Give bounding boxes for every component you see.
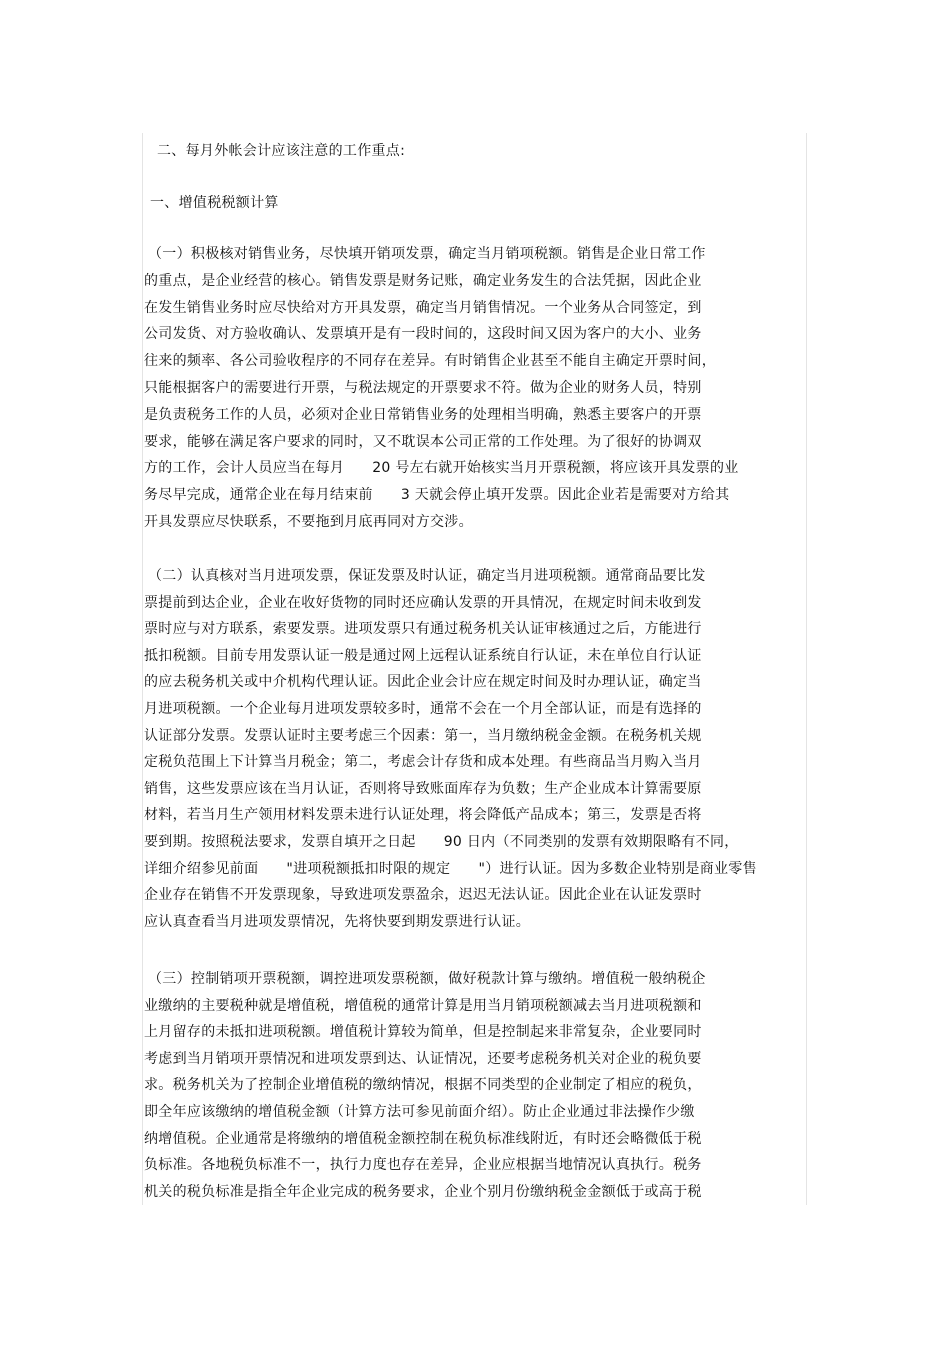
paragraph-line bbox=[144, 913, 530, 931]
paragraph-line bbox=[144, 1050, 702, 1068]
line-text: 方的工作，会计人员应当在每月 bbox=[144, 460, 345, 477]
heading-main: 二、每月外帐会计应该注意的工作重点: bbox=[157, 143, 406, 159]
line-text: 销售，这些发票应该在当月认证，否则将导致账面库存为负数；生产企业成本计算需要原 bbox=[144, 780, 702, 797]
paragraph-line bbox=[144, 406, 702, 424]
paragraph-line bbox=[144, 727, 702, 745]
page-border-left bbox=[142, 133, 143, 1205]
paragraph-line bbox=[144, 459, 739, 477]
line-text: 在发生销售业务时应尽快给对方开具发票，确定当月销售情况。一个业务从合同签定，到 bbox=[144, 299, 702, 316]
line-text: 20 号左右就开始核实当月开票税额，将应该开具发票的业 bbox=[372, 460, 739, 477]
line-text: 上月留存的未抵扣进项税额。增值税计算较为简单，但是控制起来非常复杂，企业要同时 bbox=[144, 1024, 702, 1041]
line-text: 公司发货、对方验收确认、发票填开是有一段时间的，这段时间又因为客户的大小、业务 bbox=[144, 326, 702, 343]
paragraph-line bbox=[144, 1156, 702, 1174]
paragraph-line bbox=[148, 970, 706, 988]
line-text: 票时应与对方联系，索要发票。进项发票只有通过税务机关认证审核通过之后，方能进行 bbox=[144, 621, 702, 638]
paragraph-line bbox=[144, 753, 702, 771]
line-text: 业缴纳的主要税种就是增值税，增值税的通常计算是用当月销项税额减去当月进项税额和 bbox=[144, 997, 702, 1014]
line-text: 材料，若当月生产领用材料发票未进行认证处理，将会降低产品成本；第三，发票是否将 bbox=[144, 807, 702, 824]
paragraph-line bbox=[144, 352, 716, 370]
paragraph-line bbox=[148, 567, 706, 585]
paragraph-line bbox=[144, 1130, 702, 1148]
line-text: 考虑到当月销项开票情况和进项发票到达、认证情况，还要考虑税务机关对企业的税负要 bbox=[144, 1050, 702, 1067]
line-text: 往来的频率、各公司验收程序的不同存在差异。有时销售企业甚至不能自主确定开票时间， bbox=[144, 353, 716, 370]
paragraph-line bbox=[144, 1103, 695, 1121]
line-text: 要到期。按照税法要求，发票自填开之日起 bbox=[144, 834, 416, 850]
line-text: （二）认真核对当月进项发票，保证发票及时认证，确定当月进项税额。通常商品要比发 bbox=[148, 568, 706, 584]
paragraph-line bbox=[144, 833, 739, 851]
line-text: （一）积极核对销售业务，尽快填开销项发票，确定当月销项税额。销售是企业日常工作 bbox=[148, 246, 706, 262]
paragraph-line bbox=[144, 700, 702, 718]
line-text: 认证部分发票。发票认证时主要考虑三个因素：第一，当月缴纳税金金额。在税务机关规 bbox=[144, 727, 702, 744]
paragraph-line bbox=[144, 1076, 702, 1094]
line-text: 企业存在销售不开发票现象，导致进项发票盈余，迟迟无法认证。因此企业在认证发票时 bbox=[144, 887, 702, 904]
line-text: （三）控制销项开票税额，调控进项发票税额，做好税款计算与缴纳。增值税一般纳税企 bbox=[148, 971, 706, 987]
paragraph-line bbox=[144, 620, 702, 638]
line-text: 即全年应该缴纳的增值税金额（计算方法可参见前面介绍）。防止企业通过非法操作少缴 bbox=[144, 1104, 695, 1120]
paragraph-line bbox=[144, 486, 729, 504]
paragraph-line bbox=[144, 1183, 702, 1201]
line-text: 的应去税务机关或中介机构代理认证。因此企业会计应在规定时间及时办理认证，确定当 bbox=[144, 674, 702, 691]
line-text: 开具发票应尽快联系，不要拖到月底再同对方交涉。 bbox=[144, 514, 473, 530]
line-text: 机关的税负标准是指全年企业完成的税务要求，企业个别月份缴纳税金金额低于或高于税 bbox=[144, 1183, 702, 1200]
line-text: 详细介绍参见前面 bbox=[144, 860, 259, 877]
line-text: 3 天就会停止填开发票。因此企业若是需要对方给其 bbox=[400, 487, 730, 504]
paragraph-line bbox=[144, 272, 702, 290]
paragraph-line bbox=[144, 997, 702, 1015]
paragraph-line bbox=[144, 886, 702, 904]
heading-sub: 一、增值税税额计算 bbox=[150, 195, 279, 211]
line-text: 90 日内（不同类别的发票有效期限略有不同， bbox=[443, 834, 739, 850]
page-border-right bbox=[806, 133, 807, 1205]
line-text: 抵扣税额。目前专用发票认证一般是通过网上远程认证系统自行认证，未在单位自行认证 bbox=[144, 647, 702, 664]
line-text: 求。税务机关为了控制企业增值税的缴纳情况，根据不同类型的企业制定了相应的税负， bbox=[144, 1077, 702, 1094]
line-text: 应认真查看当月进项发票情况，先将快要到期发票进行认证。 bbox=[144, 913, 531, 930]
paragraph-line bbox=[144, 860, 757, 878]
paragraph-line bbox=[144, 433, 702, 451]
line-text: 只能根据客户的需要进行开票，与税法规定的开票要求不符。做为企业的财务人员，特别 bbox=[144, 380, 702, 396]
paragraph-line bbox=[144, 780, 702, 798]
line-text: 务尽早完成，通常企业在每月结束前 bbox=[144, 487, 373, 504]
paragraph-line bbox=[144, 513, 473, 531]
line-text: 是负责税务工作的人员，必须对企业日常销售业务的处理相当明确，熟悉主要客户的开票 bbox=[144, 406, 702, 423]
paragraph-line bbox=[144, 673, 702, 691]
line-text: 票提前到达企业，企业在收好货物的同时还应确认发票的开具情况，在规定时间未收到发 bbox=[144, 594, 702, 611]
line-text: 要求，能够在满足客户要求的同时，又不耽误本公司正常的工作处理。为了很好的协调双 bbox=[144, 433, 702, 450]
paragraph-line bbox=[144, 1023, 702, 1041]
paragraph-line bbox=[148, 245, 706, 263]
line-text: 定税负范围上下计算当月税金；第二，考虑会计存货和成本处理。有些商品当月购入当月 bbox=[144, 754, 702, 771]
paragraph-line bbox=[144, 379, 702, 397]
line-text: 月进项税额。一个企业每月进项发票较多时，通常不会在一个月全部认证，而是有选择的 bbox=[144, 701, 702, 717]
paragraph-line bbox=[144, 299, 702, 317]
line-text: "）进行认证。因为多数企业特别是商业零售 bbox=[478, 860, 757, 877]
paragraph-line bbox=[144, 647, 702, 665]
line-text: "进项税额抵扣时限的规定 bbox=[286, 860, 451, 877]
line-text: 的重点，是企业经营的核心。销售发票是财务记账，确定业务发生的合法凭据，因此企业 bbox=[144, 272, 702, 289]
paragraph-line bbox=[144, 325, 702, 343]
line-text: 纳增值税。企业通常是将缴纳的增值税金额控制在税负标准线附近，有时还会略微低于税 bbox=[144, 1130, 702, 1147]
paragraph-line bbox=[144, 806, 702, 824]
line-text: 负标准。各地税负标准不一，执行力度也存在差异，企业应根据当地情况认真执行。税务 bbox=[144, 1157, 702, 1174]
paragraph-line bbox=[144, 594, 702, 612]
